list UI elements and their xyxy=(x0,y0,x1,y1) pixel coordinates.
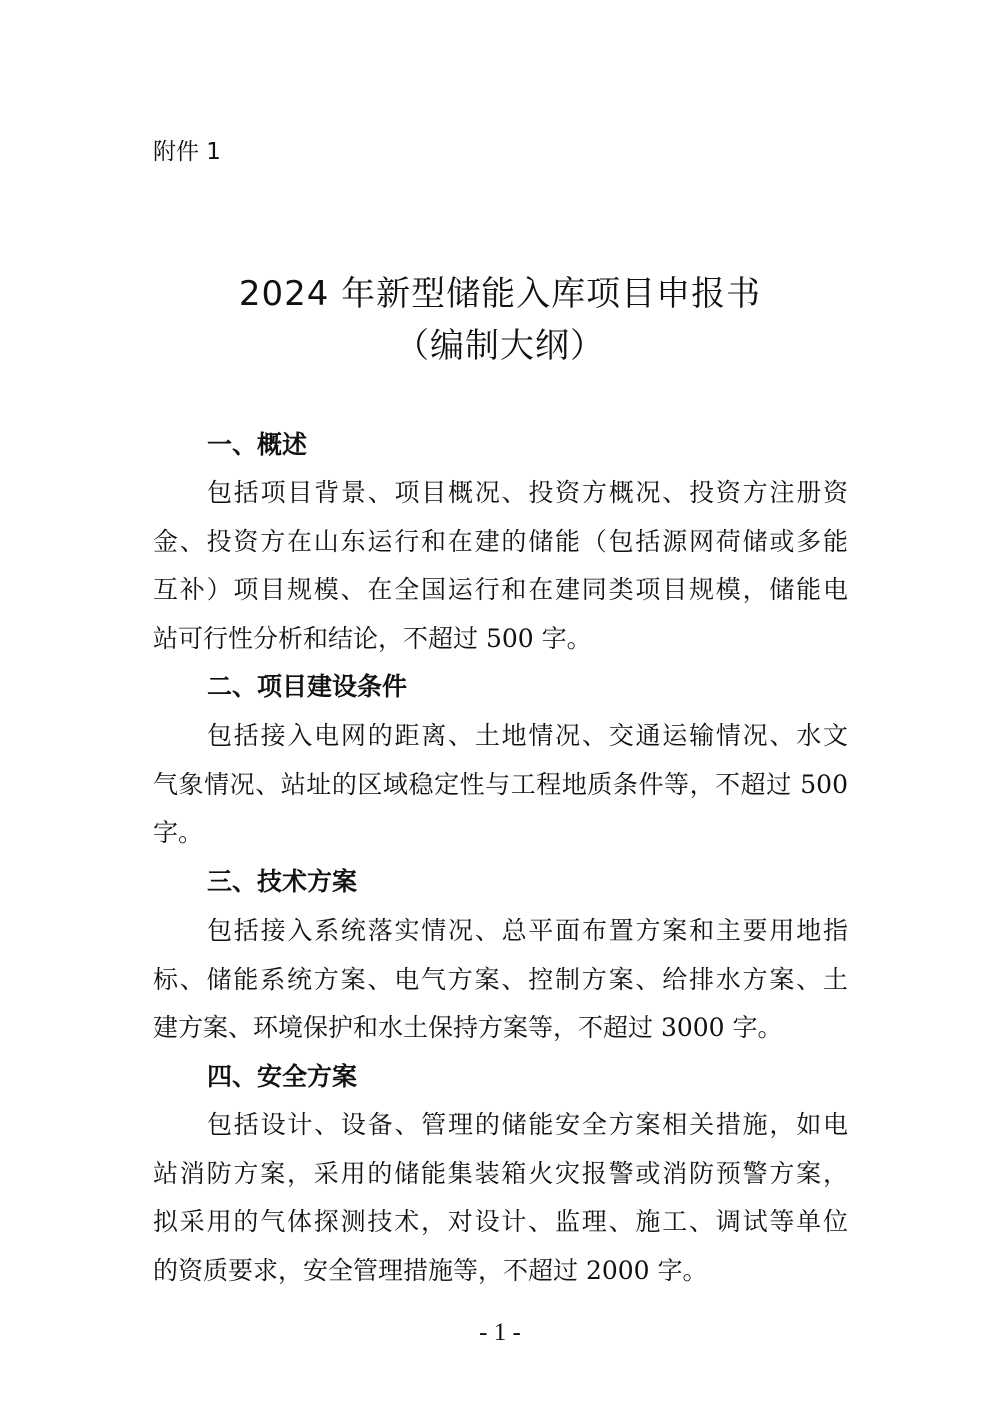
section-heading-overview: 一、概述 xyxy=(207,430,308,459)
paragraph-line: 包括项目背景、项目概况、投资方概况、投资方注册资 xyxy=(207,478,848,507)
paragraph-line: 站消防方案，采用的储能集装箱火灾报警或消防预警方案， xyxy=(153,1158,848,1188)
section-heading-construction-conditions: 二、项目建设条件 xyxy=(207,672,408,701)
document-title: 2024 年新型储能入库项目申报书 xyxy=(238,274,762,314)
section-body-overview xyxy=(153,469,853,663)
paragraph-line: 互补）项目规模、在全国运行和在建同类项目规模，储能电 xyxy=(153,575,848,604)
document-subtitle: （编制大纲） xyxy=(395,326,605,366)
paragraph-line: 的资质要求，安全管理措施等，不超过 2000 字。 xyxy=(153,1255,708,1285)
paragraph-line: 气象情况、站址的区域稳定性与工程地质条件等，不超过 500 xyxy=(153,769,848,799)
section-heading-technical-plan: 三、技术方案 xyxy=(207,867,358,896)
section-body-technical-plan xyxy=(153,907,853,1053)
paragraph-line: 站可行性分析和结论，不超过 500 字。 xyxy=(153,623,592,653)
section-body-construction-conditions xyxy=(153,712,853,858)
section-body-safety-plan xyxy=(153,1101,853,1295)
attachment-label: 附件 1 xyxy=(153,139,221,165)
paragraph-line: 包括接入系统落实情况、总平面布置方案和主要用地指 xyxy=(207,916,848,945)
section-heading-safety-plan: 四、安全方案 xyxy=(207,1062,358,1091)
paragraph-line: 包括设计、设备、管理的储能安全方案相关措施，如电 xyxy=(207,1110,848,1139)
paragraph-line: 标、储能系统方案、电气方案、控制方案、给排水方案、土 xyxy=(153,964,848,994)
paragraph-line: 金、投资方在山东运行和在建的储能（包括源网荷储或多能 xyxy=(153,526,848,556)
paragraph-line: 包括接入电网的距离、土地情况、交通运输情况、水文 xyxy=(207,721,848,750)
paragraph-line: 字。 xyxy=(153,818,204,847)
page-number: - 1 - xyxy=(479,1319,521,1346)
paragraph-line: 拟采用的气体探测技术，对设计、监理、施工、调试等单位 xyxy=(153,1207,848,1236)
paragraph-line: 建方案、环境保护和水土保持方案等，不超过 3000 字。 xyxy=(153,1013,783,1042)
